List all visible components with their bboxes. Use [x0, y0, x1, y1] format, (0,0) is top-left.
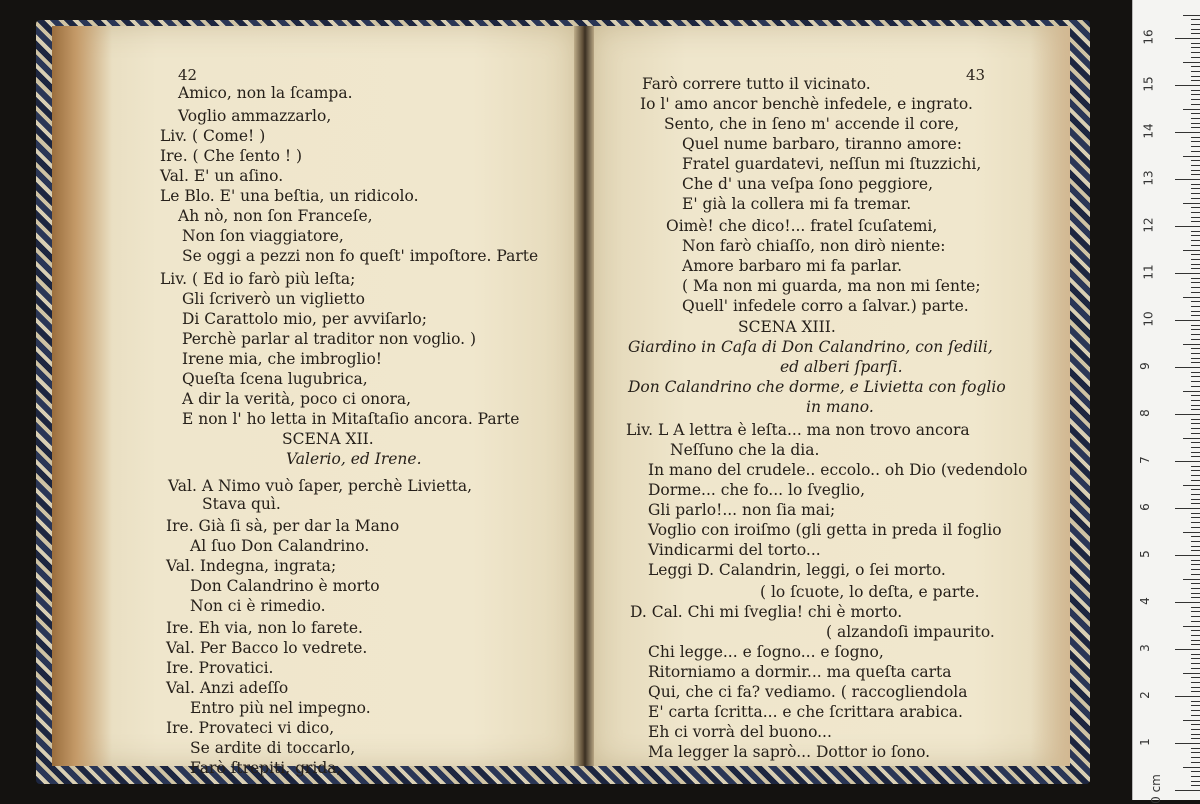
text-line: SCENA XIII. — [738, 318, 836, 336]
ruler-tick — [1175, 273, 1200, 274]
ruler-label: 5 — [1137, 550, 1152, 558]
text-line: Giardino in Caſa di Don Calandrino, con ſedili, — [628, 338, 993, 356]
text-line: Ma legger la saprò... Dottor io ſono. — [648, 743, 931, 761]
text-line: Ire. Provatici. — [166, 659, 274, 677]
ruler-tick — [1175, 367, 1200, 368]
ruler-tick — [1183, 156, 1200, 157]
text-line: Oimè! che dico!... fratel ſcuſatemi, — [666, 217, 938, 235]
ruler-tick — [1183, 438, 1200, 439]
ruler-tick — [1191, 198, 1200, 199]
ruler-tick — [1183, 673, 1200, 674]
ruler-tick — [1175, 649, 1200, 650]
text-line: SCENA XII. — [282, 430, 374, 448]
ruler-tick — [1191, 146, 1200, 147]
ruler-tick — [1191, 278, 1200, 279]
ruler-tick — [1191, 29, 1200, 30]
ruler-label: 2 — [1137, 691, 1152, 699]
ruler-tick — [1191, 691, 1200, 692]
ruler-tick — [1191, 480, 1200, 481]
ruler-tick — [1191, 419, 1200, 420]
ruler-tick — [1191, 165, 1200, 166]
ruler-tick — [1191, 137, 1200, 138]
ruler-tick — [1191, 442, 1200, 443]
text-line: Irene mia, che imbroglio! — [182, 350, 383, 368]
ruler-tick — [1191, 583, 1200, 584]
ruler-tick — [1175, 790, 1200, 791]
ruler-tick — [1191, 57, 1200, 58]
ruler-tick — [1191, 334, 1200, 335]
ruler-tick — [1191, 710, 1200, 711]
text-line: Liv. ( Ed io farò più leſta; — [160, 270, 356, 288]
ruler-tick — [1191, 757, 1200, 758]
ruler-tick — [1191, 160, 1200, 161]
ruler-tick — [1191, 517, 1200, 518]
text-line: Neſſuno che la dia. — [670, 441, 820, 459]
text-line: Farò ſtrepiti, grida, — [190, 759, 342, 777]
ruler-tick — [1191, 734, 1200, 735]
ruler-tick — [1191, 254, 1200, 255]
ruler-tick — [1183, 62, 1200, 63]
ruler-tick — [1191, 607, 1200, 608]
ruler-tick — [1191, 621, 1200, 622]
ruler-tick — [1191, 212, 1200, 213]
text-line: Sento, che in ſeno m' accende il core, — [664, 115, 959, 133]
text-line: ed alberi ſparſi. — [780, 358, 903, 376]
ruler-tick — [1183, 391, 1200, 392]
ruler-tick — [1191, 663, 1200, 664]
ruler-tick — [1191, 52, 1200, 53]
ruler-tick — [1191, 339, 1200, 340]
text-line: Non ci è rimedio. — [190, 597, 326, 615]
ruler-label: 12 — [1141, 217, 1156, 233]
text-line: Dorme... che fo... lo ſveglio, — [648, 481, 865, 499]
text-line: Entro più nel impegno. — [190, 699, 371, 717]
ruler-tick — [1183, 767, 1200, 768]
ruler-label: 3 — [1137, 644, 1152, 652]
ruler-label: 11 — [1141, 264, 1156, 280]
text-line: Valerio, ed Irene. — [286, 450, 422, 468]
text-line: Ire. Eh via, non lo farete. — [166, 619, 363, 637]
ruler-tick — [1191, 762, 1200, 763]
ruler-tick — [1191, 433, 1200, 434]
ruler-tick — [1191, 644, 1200, 645]
text-line: ( Ma non mi guarda, ma non mi ſente; — [682, 277, 981, 295]
text-line: Non farò chiaſſo, non dirò niente: — [682, 237, 946, 255]
ruler-tick — [1191, 489, 1200, 490]
ruler-tick — [1191, 311, 1200, 312]
ruler-tick — [1191, 564, 1200, 565]
text-line: Perchè parlar al traditor non voglio. ) — [182, 330, 477, 348]
text-line: Ah nò, non ſon Franceſe, — [178, 207, 373, 225]
ruler-tick — [1191, 447, 1200, 448]
ruler-tick — [1175, 461, 1200, 462]
ruler-tick — [1191, 687, 1200, 688]
ruler-tick — [1191, 381, 1200, 382]
text-line: Val. Indegna, ingrata; — [166, 557, 337, 575]
text-line: Gli ſcriverò un viglietto — [182, 290, 366, 308]
text-line: Gli parlo!... non ſia mai; — [648, 501, 836, 519]
text-line: Stava quì. — [202, 495, 281, 513]
ruler-tick — [1191, 715, 1200, 716]
text-line: D. Cal. Chi mi ſveglia! chi è morto. — [630, 603, 903, 621]
text-line: Farò correre tutto il vicinato. — [642, 75, 871, 93]
text-line: Quel nume barbaro, tiranno amore: — [682, 135, 962, 153]
ruler-tick — [1175, 555, 1200, 556]
ruler-tick — [1191, 113, 1200, 114]
ruler-label: 15 — [1141, 76, 1156, 92]
text-line: In mano del crudele.. eccolo.. oh Dio (vedendolo — [648, 461, 1028, 479]
ruler-tick — [1191, 207, 1200, 208]
ruler-tick — [1183, 250, 1200, 251]
text-line: Ire. ( Che ſento ! ) — [160, 147, 303, 165]
ruler-tick — [1191, 748, 1200, 749]
ruler-tick — [1191, 569, 1200, 570]
ruler-tick — [1191, 405, 1200, 406]
ruler-tick — [1191, 264, 1200, 265]
text-line: Voglio con iroiſmo (gli getta in preda il foglio — [648, 521, 1002, 539]
ruler-tick — [1191, 658, 1200, 659]
ruler-tick — [1191, 104, 1200, 105]
ruler-tick — [1191, 292, 1200, 293]
text-line: Ire. Già ſi sà, per dar la Mano — [166, 517, 400, 535]
ruler-tick — [1191, 372, 1200, 373]
ruler-tick — [1191, 235, 1200, 236]
ruler-tick — [1175, 226, 1200, 227]
ruler-tick — [1191, 217, 1200, 218]
ruler-tick — [1183, 203, 1200, 204]
ruler-tick — [1175, 85, 1200, 86]
text-line: Don Calandrino che dorme, e Livietta con foglio — [628, 378, 1006, 396]
ruler-label: 7 — [1137, 456, 1152, 464]
ruler-tick — [1175, 38, 1200, 39]
text-line: Amore barbaro mi fa parlar. — [682, 257, 903, 275]
ruler-tick — [1191, 452, 1200, 453]
ruler-tick — [1191, 99, 1200, 100]
ruler-tick — [1191, 588, 1200, 589]
ruler-tick — [1191, 184, 1200, 185]
ruler-tick — [1175, 743, 1200, 744]
page-number: 43 — [966, 66, 986, 84]
ruler-tick — [1191, 752, 1200, 753]
ruler-tick — [1191, 546, 1200, 547]
ruler-tick — [1191, 522, 1200, 523]
ruler-tick — [1175, 508, 1200, 509]
ruler-tick — [1183, 15, 1200, 16]
text-line: Quell' infedele corro a ſalvar.) parte. — [682, 297, 969, 315]
ruler-tick — [1191, 409, 1200, 410]
ruler-tick — [1191, 616, 1200, 617]
ruler-tick — [1191, 705, 1200, 706]
ruler-tick — [1191, 593, 1200, 594]
ruler-tick — [1191, 513, 1200, 514]
ruler-tick — [1191, 43, 1200, 44]
ruler-tick — [1191, 466, 1200, 467]
text-line: ( lo ſcuote, lo deſta, e parte. — [760, 583, 980, 601]
ruler-tick — [1183, 109, 1200, 110]
ruler-tick — [1183, 485, 1200, 486]
ruler-tick — [1191, 71, 1200, 72]
ruler-tick — [1191, 536, 1200, 537]
book-gutter — [574, 26, 594, 766]
ruler-tick — [1191, 456, 1200, 457]
ruler-tick — [1191, 268, 1200, 269]
ruler-tick — [1191, 90, 1200, 91]
ruler-tick — [1191, 677, 1200, 678]
ruler-tick — [1191, 33, 1200, 34]
right-page — [590, 26, 1070, 766]
text-line: Non ſon viaggiatore, — [182, 227, 344, 245]
text-line: ( alzandoſi impaurito. — [826, 623, 995, 641]
text-line: Leggi D. Calandrin, leggi, o ſei morto. — [648, 561, 946, 579]
text-line: Val. Anzi adeſſo — [166, 679, 289, 697]
ruler-tick — [1191, 245, 1200, 246]
ruler-tick — [1191, 188, 1200, 189]
ruler-tick — [1175, 179, 1200, 180]
ruler-tick — [1191, 771, 1200, 772]
ruler-label: 13 — [1141, 170, 1156, 186]
ruler-tick — [1191, 118, 1200, 119]
ruler-tick — [1183, 720, 1200, 721]
text-line: Le Blo. E' una beſtia, un ridicolo. — [160, 187, 419, 205]
text-line: Queſta ſcena lugubrica, — [182, 370, 368, 388]
ruler-tick — [1191, 231, 1200, 232]
text-line: Se oggi a pezzi non fo queſt' impoſtore. Parte — [182, 247, 539, 265]
ruler-tick — [1191, 151, 1200, 152]
ruler-tick — [1191, 19, 1200, 20]
ruler-label: 6 — [1137, 503, 1152, 511]
ruler-tick — [1191, 635, 1200, 636]
ruler-tick — [1191, 170, 1200, 171]
ruler-tick — [1191, 724, 1200, 725]
ruler-tick — [1191, 527, 1200, 528]
ruler-tick — [1191, 499, 1200, 500]
ruler-tick — [1191, 259, 1200, 260]
ruler-label: 16 — [1141, 29, 1156, 45]
ruler-tick — [1183, 532, 1200, 533]
ruler-tick — [1191, 494, 1200, 495]
ruler-label: 10 — [1141, 311, 1156, 327]
text-line: Al ſuo Don Calandrino. — [190, 537, 370, 555]
ruler-tick — [1191, 123, 1200, 124]
text-line: Eh ci vorrà del buono... — [648, 723, 832, 741]
ruler-tick — [1191, 240, 1200, 241]
text-line: Se ardite di toccarlo, — [190, 739, 356, 757]
ruler-tick — [1191, 503, 1200, 504]
ruler-tick — [1191, 738, 1200, 739]
ruler-tick — [1191, 94, 1200, 95]
ruler-tick — [1183, 579, 1200, 580]
ruler-tick — [1191, 428, 1200, 429]
ruler-tick — [1191, 301, 1200, 302]
ruler-tick — [1183, 344, 1200, 345]
ruler-label: 14 — [1141, 123, 1156, 139]
text-line: Ritorniamo a dormir... ma queſta carta — [648, 663, 952, 681]
ruler-tick — [1191, 306, 1200, 307]
text-line: E' carta ſcritta... e che ſcrittara arabica. — [648, 703, 963, 721]
ruler-tick — [1191, 315, 1200, 316]
ruler-tick — [1191, 630, 1200, 631]
ruler-tick — [1191, 386, 1200, 387]
ruler-label: 8 — [1137, 409, 1152, 417]
ruler-tick — [1191, 348, 1200, 349]
ruler-tick — [1191, 282, 1200, 283]
text-line: Di Carattolo mio, per avviſarlo; — [182, 310, 427, 328]
ruler-tick — [1191, 701, 1200, 702]
ruler-tick — [1191, 287, 1200, 288]
ruler-label: 1 — [1137, 738, 1152, 746]
ruler-tick — [1175, 602, 1200, 603]
text-line: Liv. ( Come! ) — [160, 127, 266, 145]
ruler-tick — [1191, 611, 1200, 612]
text-line: Val. A Nimo vuò ſaper, perchè Livietta, — [168, 477, 473, 495]
ruler-tick — [1191, 729, 1200, 730]
ruler-tick — [1191, 668, 1200, 669]
ruler-tick — [1175, 132, 1200, 133]
ruler-label: 4 — [1137, 597, 1152, 605]
ruler-tick — [1191, 358, 1200, 359]
ruler-tick — [1191, 174, 1200, 175]
ruler-tick — [1191, 574, 1200, 575]
text-line: A dir la verità, poco ci onora, — [182, 390, 412, 408]
ruler-tick — [1191, 400, 1200, 401]
left-page — [52, 26, 578, 777]
ruler-tick — [1191, 325, 1200, 326]
ruler-tick — [1191, 47, 1200, 48]
ruler-tick — [1191, 541, 1200, 542]
ruler-tick — [1183, 626, 1200, 627]
text-line: Val. E' un aſino. — [160, 167, 284, 185]
ruler-tick — [1191, 193, 1200, 194]
ruler-tick — [1183, 297, 1200, 298]
ruler-tick — [1191, 475, 1200, 476]
text-line: Fratel guardatevi, neſſun mi ſtuzzichi, — [682, 155, 982, 173]
ruler-tick — [1191, 682, 1200, 683]
ruler-label: 0 cm — [1148, 774, 1163, 804]
ruler-tick — [1175, 414, 1200, 415]
measuring-ruler — [1132, 0, 1200, 804]
text-line: Voglio ammazzarlo, — [178, 107, 332, 125]
ruler-tick — [1191, 221, 1200, 222]
ruler-tick — [1191, 376, 1200, 377]
ruler-tick — [1191, 597, 1200, 598]
text-line: E' già la collera mi fa tremar. — [682, 195, 912, 213]
text-line: Val. Per Bacco lo vedrete. — [166, 639, 368, 657]
page-number: 42 — [178, 66, 198, 84]
ruler-tick — [1191, 76, 1200, 77]
text-line: in mano. — [806, 398, 874, 416]
ruler-tick — [1175, 320, 1200, 321]
ruler-tick — [1191, 785, 1200, 786]
text-line: Don Calandrino è morto — [190, 577, 380, 595]
text-line: Ire. Provateci vi dico, — [166, 719, 335, 737]
text-line: Vindicarmi del torto... — [648, 541, 821, 559]
ruler-tick — [1191, 470, 1200, 471]
text-line: Liv. L A lettra è leſta... ma non trovo ancora — [626, 421, 970, 439]
text-line: Io l' amo ancor benchè infedele, e ingrato. — [640, 95, 973, 113]
ruler-label: 9 — [1137, 362, 1152, 370]
ruler-tick — [1191, 550, 1200, 551]
ruler-tick — [1191, 781, 1200, 782]
ruler-tick — [1191, 329, 1200, 330]
text-line: Amico, non la ſcampa. — [178, 84, 353, 102]
text-line: Qui, che ci fa? vediamo. ( raccogliendola — [648, 683, 968, 701]
ruler-tick — [1191, 24, 1200, 25]
text-line: Che d' una veſpa ſono peggiore, — [682, 175, 933, 193]
ruler-tick — [1191, 395, 1200, 396]
ruler-tick — [1191, 640, 1200, 641]
ruler-tick — [1191, 362, 1200, 363]
ruler-tick — [1191, 776, 1200, 777]
ruler-tick — [1191, 423, 1200, 424]
ruler-tick — [1191, 80, 1200, 81]
ruler-tick — [1191, 127, 1200, 128]
ruler-tick — [1191, 654, 1200, 655]
text-line: Chi legge... e ſogno... e ſogno, — [648, 643, 884, 661]
text-line: E non l' ho letta in Mitaſtaſio ancora. Parte — [182, 410, 520, 428]
ruler-tick — [1191, 560, 1200, 561]
ruler-tick — [1175, 696, 1200, 697]
ruler-tick — [1191, 353, 1200, 354]
ruler-tick — [1191, 66, 1200, 67]
ruler-tick — [1191, 141, 1200, 142]
